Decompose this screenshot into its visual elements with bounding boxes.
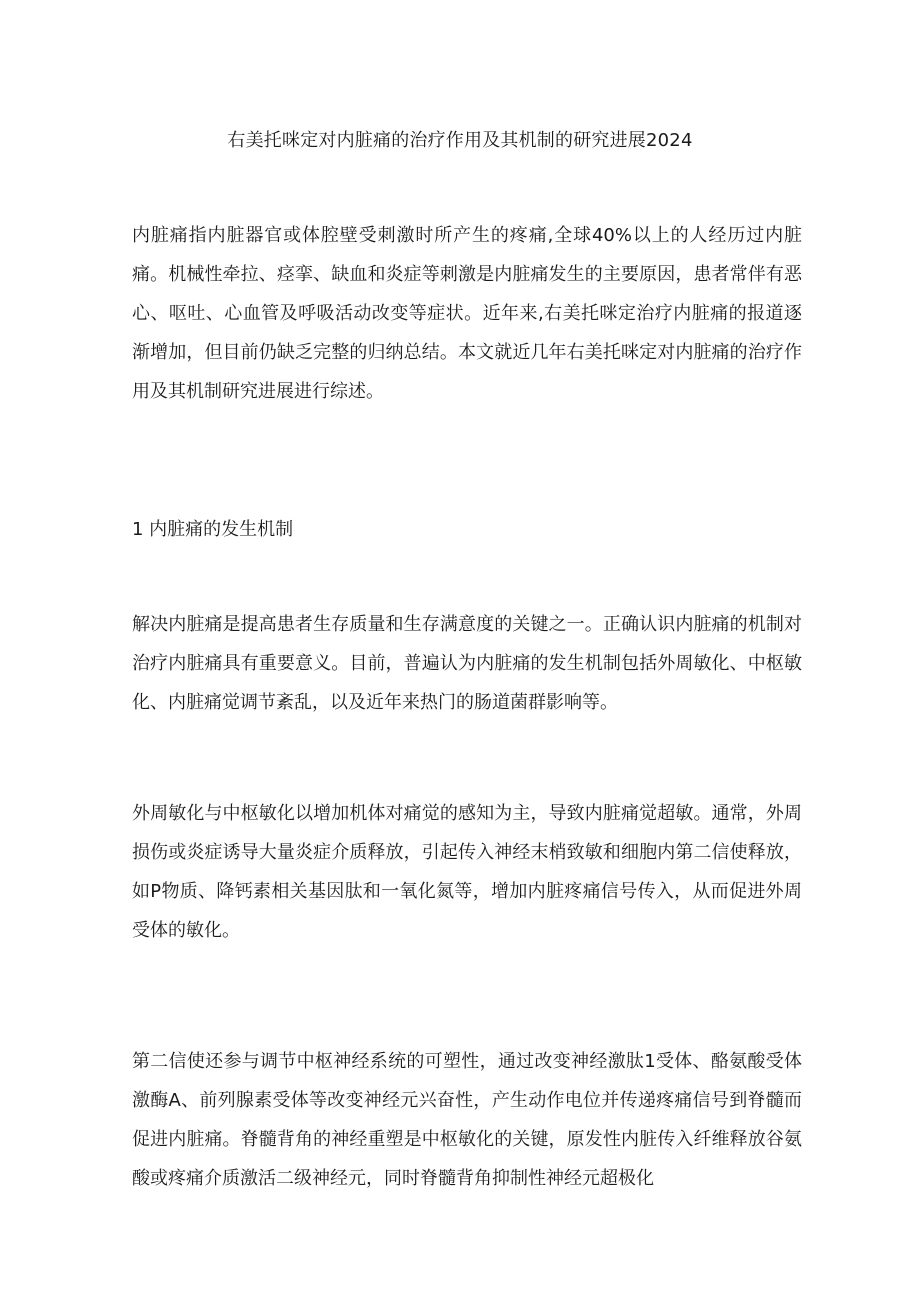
paragraph-sensitization: 外周敏化与中枢敏化以增加机体对痛觉的感知为主，导致内脏痛觉超敏。通常，外周损伤或炎症诱导大量炎症介质释放，引起传入神经末梢致敏和细胞内第二信使释放，如P物质、降钙素相关基因肽和一氧化氮等，增加内脏疼痛信号传入，从而促进外周受体的敏化。 xyxy=(132,803,802,941)
paragraph-intro: 内脏痛指内脏器官或体腔壁受刺激时所产生的疼痛,全球40%以上的人经历过内脏痛。机械性牵拉、痉挛、缺血和炎症等刺激是内脏痛发生的主要原因，患者常伴有恶心、呕吐、心血管及呼吸活动改变等症状。近年来,右美托咪定治疗内脏痛的报道逐渐增加，但目前仍缺乏完整的归纳总结。本文就近几年右美托咪定对内脏痛的治疗作用及其机制研究进展进行综述。 xyxy=(132,225,802,402)
paragraph-mechanism: 解决内脏痛是提高患者生存质量和生存满意度的关键之一。正确认识内脏痛的机制对治疗内脏痛具有重要意义。目前，普遍认为内脏痛的发生机制包括外周敏化、中枢敏化、内脏痛觉调节紊乱，以及近年来热门的肠道菌群影响等。 xyxy=(132,614,802,713)
paragraph-second-messenger: 第二信使还参与调节中枢神经系统的可塑性，通过改变神经激肽1受体、酪氨酸受体激酶A、前列腺素受体等改变神经元兴奋性，产生动作电位并传递疼痛信号到脊髓而促进内脏痛。脊髓背角的神经重塑是中枢敏化的关键，原发性内脏传入纤维释放谷氨酸或疼痛介质激活二级神经元，同时脊髓背角抑制性神经元超极化 xyxy=(132,1051,802,1189)
document-title: 右美托咪定对内脏痛的治疗作用及其机制的研究进展2024 xyxy=(227,130,693,151)
section-heading: 1 内脏痛的发生机制 xyxy=(132,519,294,540)
